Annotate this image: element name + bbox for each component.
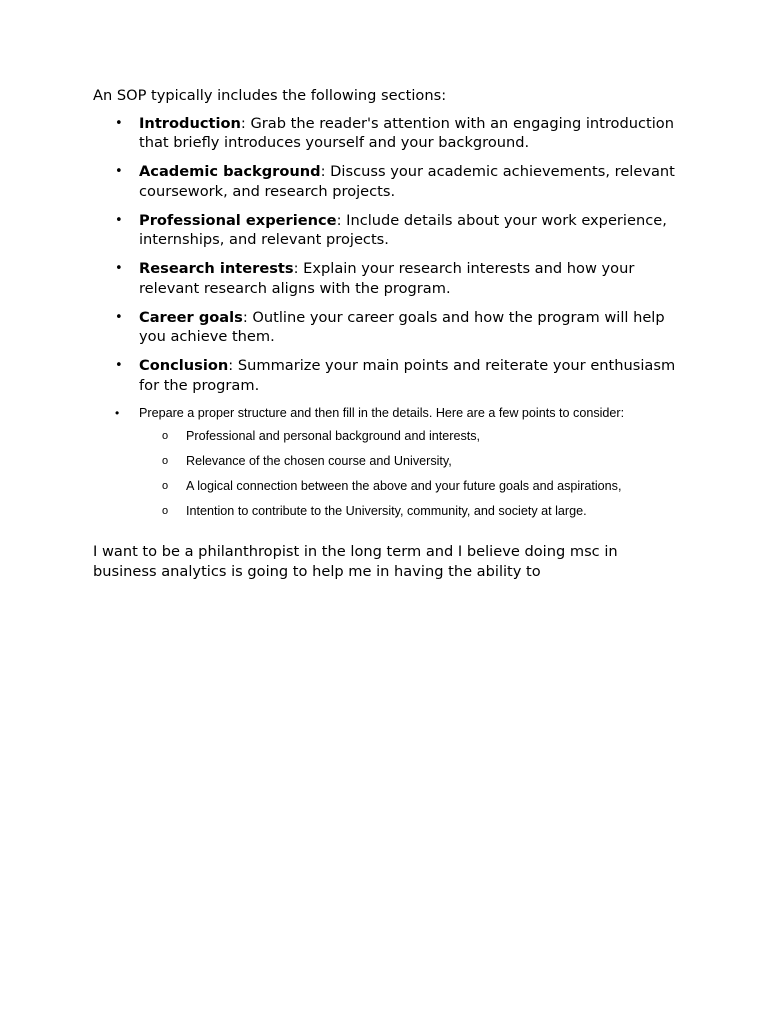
sub-list-item <box>139 503 683 520</box>
sub-list-item <box>139 428 683 445</box>
intro-paragraph: An SOP typically includes the following sections: <box>93 87 447 104</box>
bullet-icon: • <box>115 358 123 374</box>
circle-bullet-icon: o <box>162 505 169 518</box>
list-item-structure <box>93 405 683 520</box>
bullet-icon: • <box>115 406 120 421</box>
bullet-icon: • <box>115 309 123 325</box>
list-item <box>93 356 683 395</box>
section-description: : Discuss your academic achievements, relevant coursework, and research projects. <box>139 163 675 200</box>
sop-sections-list <box>93 114 683 521</box>
point-text: Intention to contribute to the University, community, and society at large. <box>186 504 587 519</box>
circle-bullet-icon: o <box>162 455 169 468</box>
list-item <box>93 114 683 153</box>
structure-text: Prepare a proper structure and then fill in the details. Here are a few points to consider: <box>139 406 625 421</box>
bullet-icon: • <box>115 164 123 180</box>
section-description: : Grab the reader's attention with an engaging introduction that briefly introduces yourself and your background. <box>139 114 674 151</box>
section-description: : Outline your career goals and how the program will help you achieve them. <box>139 308 665 346</box>
circle-bullet-icon: o <box>162 430 169 443</box>
section-term: Academic background <box>139 163 321 181</box>
sub-list-item <box>139 478 683 495</box>
list-item <box>93 162 683 201</box>
section-term: Conclusion <box>139 357 229 375</box>
section-description: : Explain your research interests and how your relevant research aligns with the program. <box>139 260 635 297</box>
bullet-icon: • <box>115 115 123 131</box>
section-term: Career goals <box>139 308 243 326</box>
document-body[interactable] <box>93 86 683 596</box>
section-term: Professional experience <box>139 211 337 229</box>
section-term: Introduction <box>139 114 241 132</box>
section-description: : Include details about your work experience, internships, and relevant projects. <box>139 211 667 249</box>
points-sublist <box>139 428 683 520</box>
bullet-icon: • <box>115 261 123 277</box>
point-text: Relevance of the chosen course and University, <box>186 454 452 469</box>
list-item <box>93 259 683 298</box>
section-term: Research interests <box>139 260 294 278</box>
section-description: : Summarize your main points and reiterate your enthusiasm for the program. <box>139 357 676 394</box>
sub-list-item <box>139 453 683 470</box>
point-text: Professional and personal background and interests, <box>186 429 481 444</box>
bullet-icon: • <box>115 212 123 228</box>
list-item <box>93 211 683 250</box>
circle-bullet-icon: o <box>162 480 169 493</box>
list-item <box>93 308 683 347</box>
point-text: A logical connection between the above and your future goals and aspirations, <box>186 479 622 494</box>
closing-paragraph: I want to be a philanthropist in the long term and I believe doing msc in business analytics is going to help me in having the ability to <box>93 543 618 580</box>
